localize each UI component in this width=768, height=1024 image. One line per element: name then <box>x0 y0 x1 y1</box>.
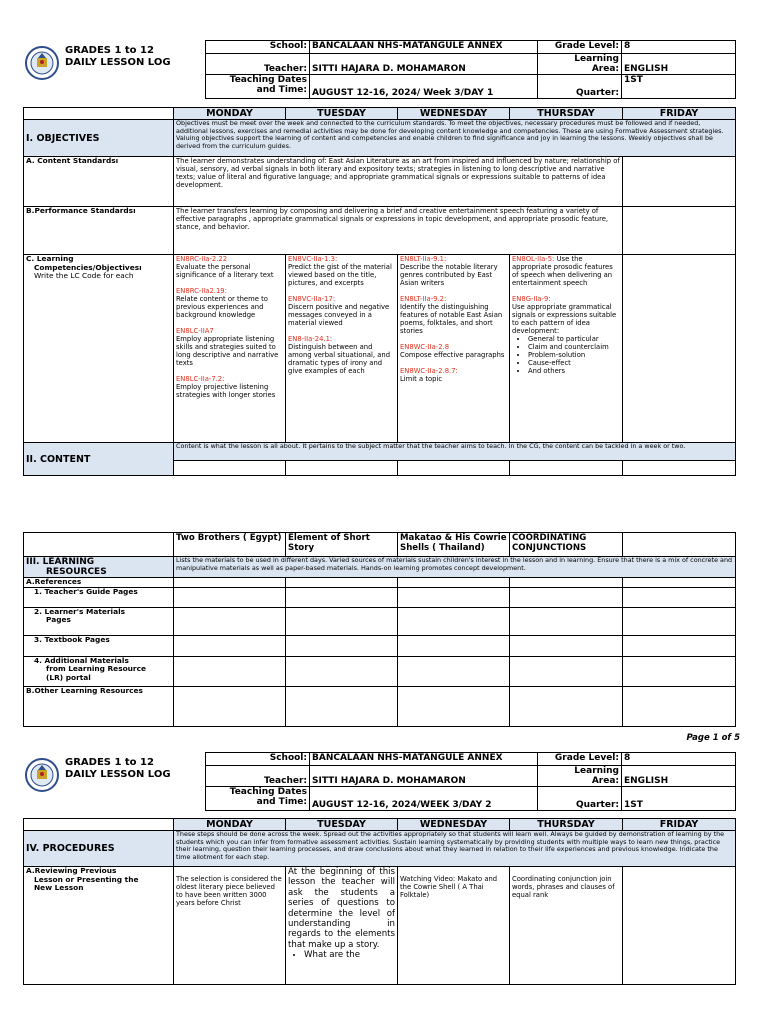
objectives-table <box>23 107 736 476</box>
list-item: • General to particular <box>528 335 620 343</box>
lc-text: Identify the distinguishing features of notable East Asian poems, folktales, and short stories <box>400 303 503 335</box>
content-friday <box>623 461 736 476</box>
header-block-1 <box>23 40 735 98</box>
corner-cell <box>24 108 174 120</box>
school-value: BANCALAAN NHS-MATANGULE ANNEX <box>310 41 538 54</box>
day-friday: FRIDAY <box>623 819 736 831</box>
lc-text: Evaluate the personal significance of a literary text <box>176 263 274 279</box>
content-monday <box>174 461 286 476</box>
dates-label <box>206 787 310 811</box>
lc-code: EN8LT-IIa-9.2: <box>400 295 447 303</box>
learning-resources-label-line1: III. LEARNING <box>26 557 95 567</box>
area-label-line1: Learning <box>574 766 619 776</box>
tg-friday <box>623 587 736 607</box>
tb-friday <box>623 635 736 656</box>
grade-label: Grade Level: <box>538 753 622 766</box>
lc-text: Predict the gist of the material viewed based on the title, pictures, and excerpts <box>288 263 392 287</box>
area-label-line1: Learning <box>574 54 619 64</box>
or-monday <box>174 686 286 726</box>
other-resources-label: B.Other Learning Resources <box>24 686 174 726</box>
textbook-pages-label: 3. Textbook Pages <box>24 635 174 656</box>
ref-friday <box>623 578 736 588</box>
list-item: • What are the <box>304 950 395 960</box>
dates-value: AUGUST 12-16, 2024/ Week 3/DAY 1 <box>310 75 538 99</box>
review-wednesday-text: Watching Video: Makato and the Cowrie Shell ( A Thai Folktale) <box>400 875 498 899</box>
or-friday <box>623 686 736 726</box>
review-tuesday <box>286 867 398 985</box>
references-label: A.References <box>24 578 174 588</box>
or-wednesday <box>398 686 510 726</box>
grade-label: Grade Level: <box>538 41 622 54</box>
header-block-2 <box>23 752 735 810</box>
review-wednesday <box>398 867 510 985</box>
lc-code: EN8LC-IIA7 <box>176 327 214 335</box>
performance-standards-text: The learner transfers learning by composing and delivering a brief and creative entertainment speech featuring a variety of effective paragraphs , appropriate grammatical signals or expressions in topic development, and appropriate prosodic feature, stance, and behavior. <box>174 207 623 255</box>
school-label: School: <box>206 753 310 766</box>
lc-code: EN8RC-IIa-2.22 <box>176 255 228 263</box>
area-label <box>538 766 622 787</box>
tb-thursday <box>510 635 623 656</box>
log-title <box>65 757 205 781</box>
dates-value: AUGUST 12-16, 2024/WEEK 3/DAY 2 <box>310 787 538 811</box>
lc-text: Limit a topic <box>400 375 443 383</box>
objectives-text: Objectives must be meet over the week and connected to the curriculum standards. To meet the objectives, necessary procedures must be followed and if needed, additional lessons, exercises and remedial activities may be done for developing content knowledge and competencies. These are using Formative Assessment strategies. Valuing objectives support the learning of content and competencies and enable children to find significance and joy in learning the lessons. Weekly objectives shall be derived from the curriculum guides. <box>174 120 736 157</box>
dates-label-line2: and Time: <box>256 85 307 95</box>
lc-text: Discern positive and negative messages conveyed in a material viewed <box>288 303 390 327</box>
area-value: ENGLISH <box>622 54 736 75</box>
reviewing-lesson-line1: A.Reviewing Previous <box>26 866 117 875</box>
dates-label-line1: Teaching Dates <box>229 75 307 85</box>
topic-monday: Two Brothers ( Egypt) <box>174 533 286 557</box>
procedures-label: IV. PROCEDURES <box>24 831 174 867</box>
corner-cell <box>24 819 174 831</box>
content-standards-label: A. Content Standardsı <box>24 157 174 207</box>
competencies-label-line2: Competencies/Objectivesı <box>34 262 142 272</box>
tg-wednesday <box>398 587 510 607</box>
am-wednesday <box>398 656 510 686</box>
performance-standards-friday <box>623 207 736 255</box>
content-standards-friday <box>623 157 736 207</box>
lc-text: Compose effective paragraphs <box>400 351 505 359</box>
additional-materials-line3: (LR) portal <box>46 672 91 682</box>
lc-code: EN8RC-IIa2.19: <box>176 287 227 295</box>
additional-materials-label <box>24 656 174 686</box>
quarter-value: 1ST <box>622 75 736 99</box>
day-thursday: THURSDAY <box>510 108 623 120</box>
learning-resources-text: Lists the materials to be used in different days. Varied sources of materials sustain children's interest in the lesson and in learning. Ensure that there is a mix of concrete and manipulative materials as well as paper-based materials. Hands-on learning promotes concept development. <box>174 557 736 578</box>
objectives-label: I. OBJECTIVES <box>24 120 174 157</box>
teacher-value: SITTI HAJARA D. MOHAMARON <box>310 766 538 787</box>
am-tuesday <box>286 656 398 686</box>
am-monday <box>174 656 286 686</box>
am-thursday <box>510 656 623 686</box>
lc-text: Describe the notable literary genres contributed by East Asian writers <box>400 263 498 287</box>
or-thursday <box>510 686 623 726</box>
or-tuesday <box>286 686 398 726</box>
content-label: II. CONTENT <box>24 443 174 476</box>
competencies-tuesday <box>286 255 398 443</box>
lm-thursday <box>510 607 623 635</box>
lc-code: EN8LT-IIa-9.1: <box>400 255 447 263</box>
quarter-value: 1ST <box>622 787 736 811</box>
day-monday: MONDAY <box>174 108 286 120</box>
topic-tuesday: Element of Short Story <box>286 533 398 557</box>
competencies-monday <box>174 255 286 443</box>
lc-text: Use the appropriate prosodic features of speech when delivering an entertainment speech <box>512 255 613 287</box>
area-label <box>538 54 622 75</box>
additional-materials-line1: 4. Additional Materials <box>34 656 129 665</box>
day-thursday: THURSDAY <box>510 819 623 831</box>
school-value: BANCALAAN NHS-MATANGULE ANNEX <box>310 753 538 766</box>
review-thursday-text: Coordinating conjunction join words, phrases and clauses of equal rank <box>512 875 615 899</box>
idea-pattern-list <box>512 335 620 375</box>
lc-code: EN8OL-IIa-5: <box>512 255 555 263</box>
area-label-line2: Area: <box>591 64 619 74</box>
topic-friday <box>623 533 736 557</box>
procedures-text: These steps should be done across the week. Spread out the activities appropriately so that students will learn well. Always be guided by demonstration of learning by the students which you can infer from formative assessment activities. Sustain learning systematically by providing students with multiple ways to learn new things, practice their learning, question their learning processes, and draw conclusions about what they learned in relation to their life experiences and previous knowledge. Indicate the time allotment for each step. <box>174 831 736 867</box>
header-table-2 <box>205 752 736 811</box>
lm-wednesday <box>398 607 510 635</box>
area-label-line2: Area: <box>591 776 619 786</box>
log-title <box>65 45 205 69</box>
competencies-friday <box>623 255 736 443</box>
additional-materials-line2: from Learning Resource <box>46 664 146 674</box>
review-tuesday-text: At the beginning of this lesson the teacher will ask the students a series of questions to determine the level of understanding in regards to the elements that make up a story. <box>288 867 395 950</box>
learners-materials-label <box>24 607 174 635</box>
day-wednesday: WEDNESDAY <box>398 819 510 831</box>
content-standards-text: The learner demonstrates understanding of: East Asian Literature as an art from inspired and influenced by nature; relationship of visual, sensory, ad verbal signals in both literary and expository texts; strategies in listening to long descriptive and narrative texts; value of literal and figurative language; and appropriate grammatical signals or expressions suitable to patterns of idea development. <box>174 157 623 207</box>
lc-code: EN8WC-IIa-2.8 <box>400 343 450 351</box>
learners-materials-label-line2: Pages <box>46 615 71 625</box>
list-item: • Claim and counterclaim <box>528 343 620 351</box>
competencies-thursday <box>510 255 623 443</box>
learning-resources-label <box>24 557 174 578</box>
lc-text: Employ projective listening strategies with longer stories <box>176 383 276 399</box>
log-title-line2: DAILY LESSON LOG <box>65 57 171 68</box>
dates-label-line2: and Time: <box>256 797 307 807</box>
lc-code: EN8VC-IIa-17: <box>288 295 336 303</box>
lc-text: Employ appropriate listening skills and strategies suited to long descriptive and narrative texts <box>176 335 279 367</box>
lc-code: EN8LC-IIa-7.2: <box>176 375 225 383</box>
question-list <box>288 950 395 960</box>
grade-value: 8 <box>622 41 736 54</box>
tb-monday <box>174 635 286 656</box>
lc-text: Distinguish between and among verbal situational, and dramatic types of irony and give examples of each <box>288 343 391 375</box>
lm-friday <box>623 607 736 635</box>
lc-code: EN8VC-IIa-1.3: <box>288 255 338 263</box>
deped-seal-icon <box>25 46 59 80</box>
am-friday <box>623 656 736 686</box>
reviewing-lesson-line2: Lesson or Presenting the <box>34 874 139 884</box>
review-friday <box>623 867 736 985</box>
log-title-line2: DAILY LESSON LOG <box>65 769 171 780</box>
lc-code: EN8WC-IIa-2.8.7: <box>400 367 458 375</box>
list-item: • Problem-solution <box>528 351 620 359</box>
tg-tuesday <box>286 587 398 607</box>
competencies-label <box>24 255 174 443</box>
competencies-label-line3: Write the LC Code for each <box>34 271 134 281</box>
review-monday <box>174 867 286 985</box>
ref-tuesday <box>286 578 398 588</box>
tg-thursday <box>510 587 623 607</box>
grade-value: 8 <box>622 753 736 766</box>
deped-seal-icon <box>25 758 59 792</box>
tb-wednesday <box>398 635 510 656</box>
content-wednesday <box>398 461 510 476</box>
day-wednesday: WEDNESDAY <box>398 108 510 120</box>
learning-resources-table <box>23 532 736 727</box>
lc-entry <box>512 255 620 287</box>
quarter-label: Quarter: <box>538 75 622 99</box>
performance-standards-label: B.Performance Standardsı <box>24 207 174 255</box>
procedures-table <box>23 818 736 985</box>
tg-monday <box>174 587 286 607</box>
content-tuesday <box>286 461 398 476</box>
content-thursday <box>510 461 623 476</box>
day-monday: MONDAY <box>174 819 286 831</box>
header-table-1 <box>205 40 736 99</box>
content-text: Content is what the lesson is all about. It pertains to the subject matter that the teacher aims to teach. In the CG, the content can be tackled in a week or two. <box>174 443 736 461</box>
review-monday-text: The selection is considered the oldest literary piece believed to have been written 3000 years before Christ <box>176 875 282 907</box>
topics-corner <box>24 533 174 557</box>
topic-thursday: COORDINATING CONJUNCTIONS <box>510 533 623 557</box>
review-thursday <box>510 867 623 985</box>
teacher-value: SITTI HAJARA D. MOHAMARON <box>310 54 538 75</box>
tb-tuesday <box>286 635 398 656</box>
day-tuesday: TUESDAY <box>286 108 398 120</box>
reviewing-lesson-label <box>24 867 174 985</box>
learners-materials-label-line1: 2. Learner's Materials <box>34 607 126 616</box>
day-tuesday: TUESDAY <box>286 819 398 831</box>
reviewing-lesson-line3: New Lesson <box>34 883 84 893</box>
lm-tuesday <box>286 607 398 635</box>
day-friday: FRIDAY <box>623 108 736 120</box>
topic-wednesday: Makatao & His Cowrie Shells ( Thailand) <box>398 533 510 557</box>
quarter-label: Quarter: <box>538 787 622 811</box>
dates-label-line1: Teaching Dates <box>229 787 307 797</box>
ref-wednesday <box>398 578 510 588</box>
teacher-label: Teacher: <box>206 766 310 787</box>
teacher-label: Teacher: <box>206 54 310 75</box>
log-title-line1: GRADES 1 to 12 <box>65 757 154 768</box>
log-title-line1: GRADES 1 to 12 <box>65 45 154 56</box>
competencies-label-line1: C. Learning <box>26 254 74 263</box>
dates-label <box>206 75 310 99</box>
competencies-wednesday <box>398 255 510 443</box>
teachers-guide-label: 1. Teacher's Guide Pages <box>24 587 174 607</box>
lc-text: Relate content or theme to previous experiences and background knowledge <box>176 295 268 319</box>
school-label: School: <box>206 41 310 54</box>
learning-resources-label-line2: RESOURCES <box>46 567 107 577</box>
area-value: ENGLISH <box>622 766 736 787</box>
lc-code: EN8G-IIa-9: <box>512 295 551 303</box>
ref-monday <box>174 578 286 588</box>
lm-monday <box>174 607 286 635</box>
ref-thursday <box>510 578 623 588</box>
lc-text: Use appropriate grammatical signals or expressions suitable to each pattern of idea development: <box>512 303 617 335</box>
list-item: • And others <box>528 367 620 375</box>
lc-code: EN8-IIa-24.1: <box>288 335 333 343</box>
list-item: • Cause-effect <box>528 359 620 367</box>
page-number: Page 1 of 5 <box>686 733 740 743</box>
